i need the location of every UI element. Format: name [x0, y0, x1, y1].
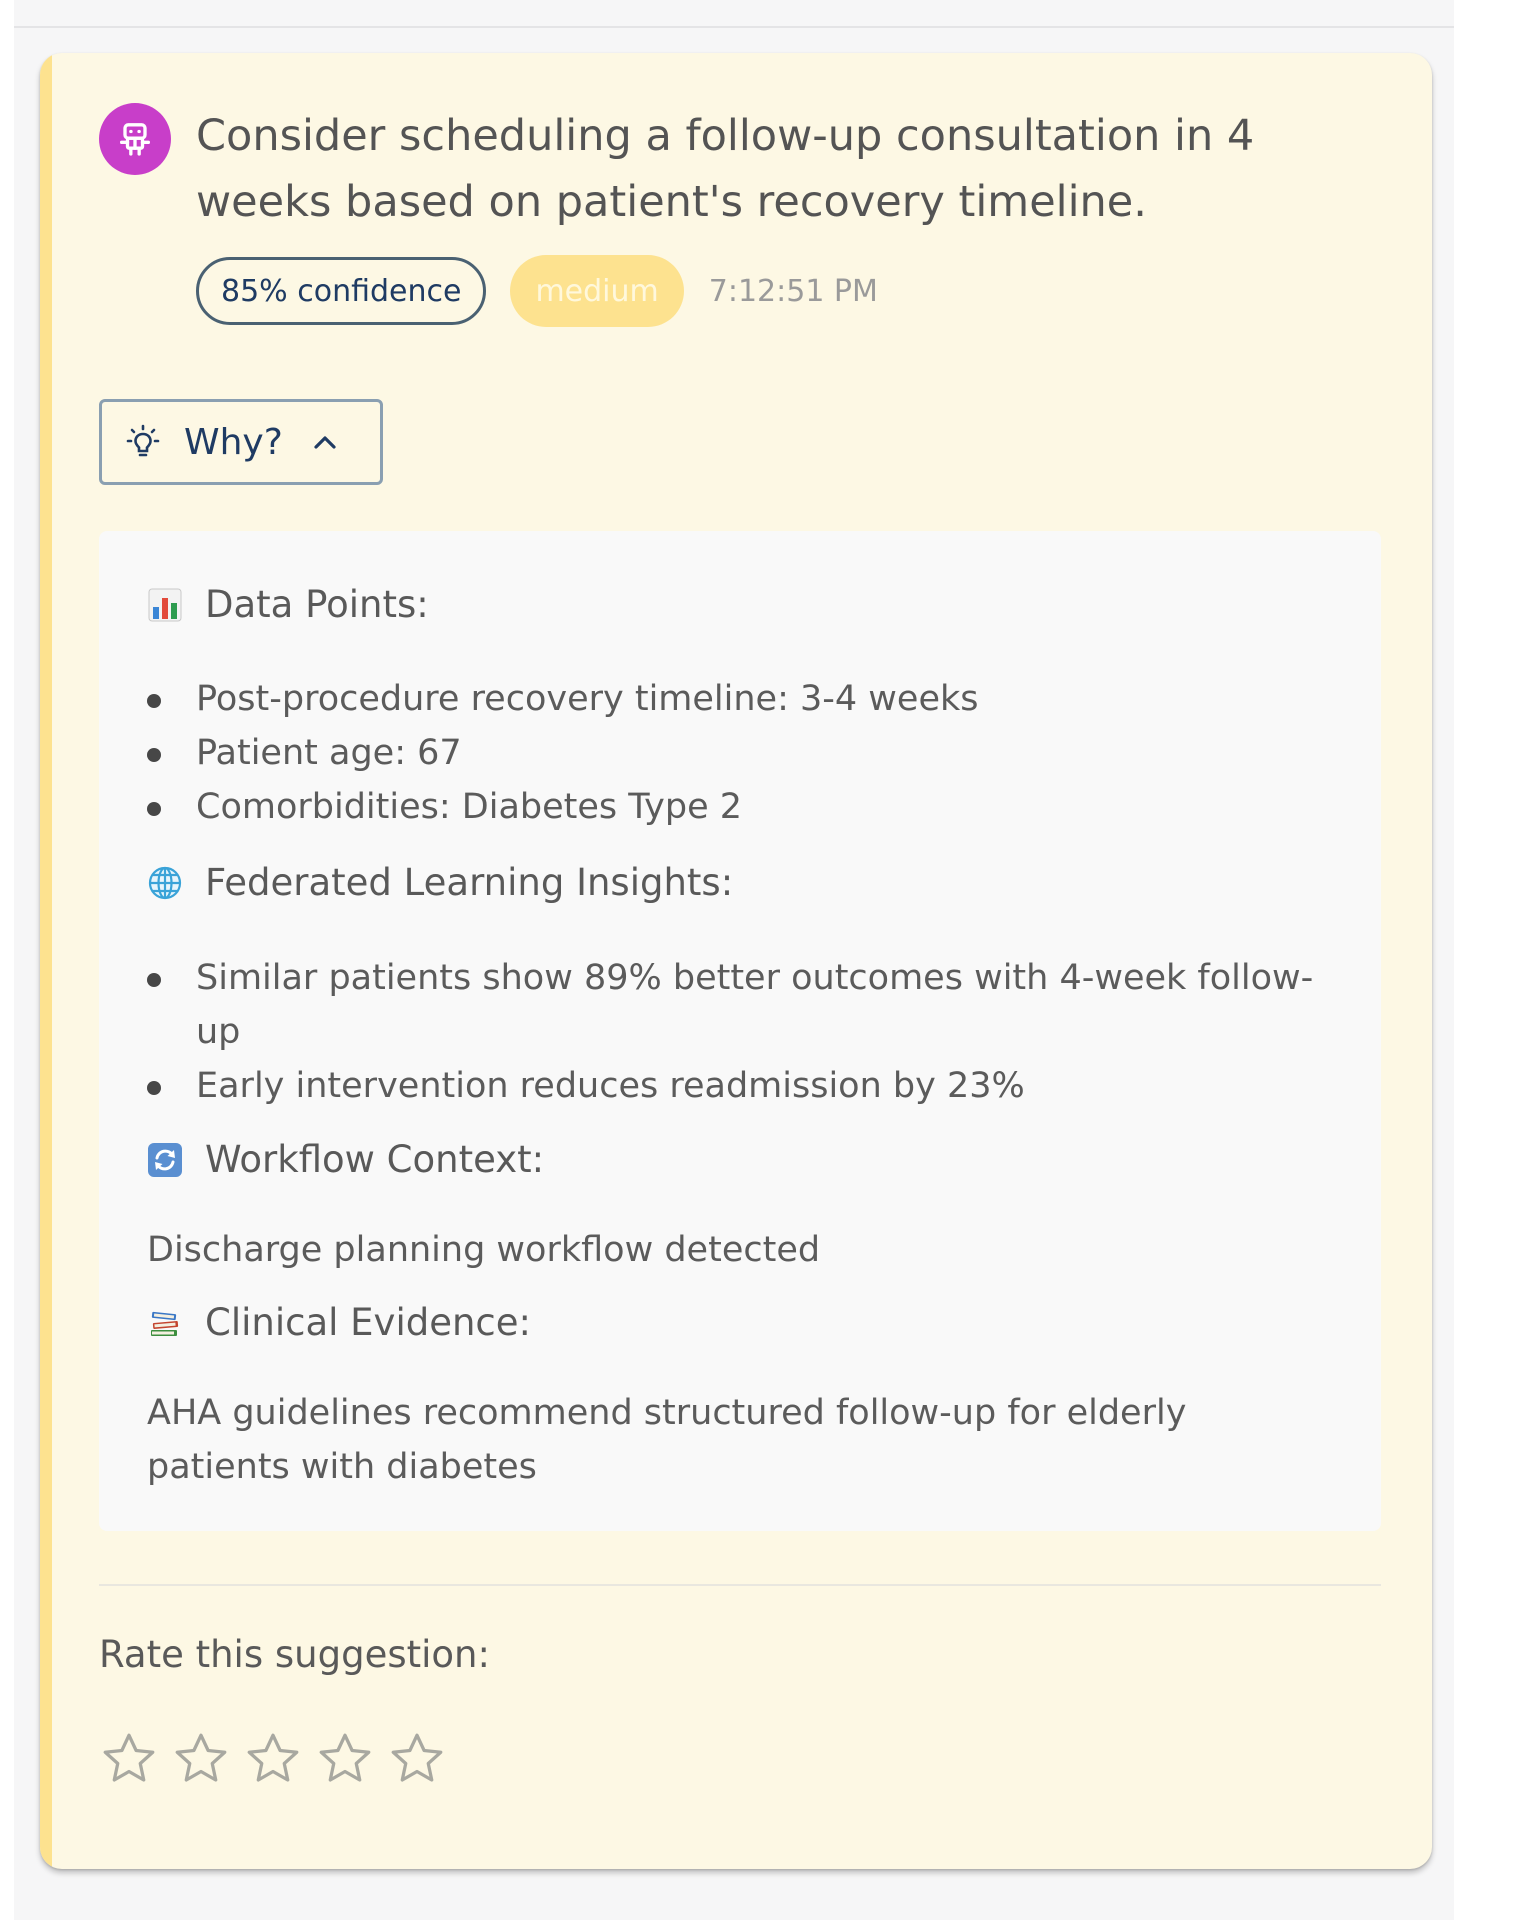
data-points-title: Data Points:	[205, 583, 429, 626]
federated-list	[147, 951, 1327, 1113]
suggestion-text: Consider scheduling a follow-up consultation in 4 weeks based on patient's recovery timeline.	[196, 111, 1255, 227]
star-icon[interactable]	[315, 1729, 375, 1789]
suggestion-card	[40, 53, 1432, 1869]
priority-badge: medium	[510, 255, 683, 327]
refresh-icon	[147, 1142, 183, 1178]
star-icon[interactable]	[99, 1729, 159, 1789]
federated-title: Federated Learning Insights:	[205, 861, 734, 904]
star-rating	[99, 1729, 459, 1789]
workflow-title: Workflow Context:	[205, 1138, 545, 1181]
star-icon[interactable]	[243, 1729, 303, 1789]
data-points-list	[147, 672, 1327, 834]
why-toggle-button[interactable]	[99, 399, 383, 485]
list-item: Post-procedure recovery timeline: 3-4 weeks	[147, 672, 1327, 726]
lightbulb-icon	[126, 422, 160, 462]
priority-accent-bar	[40, 53, 52, 1869]
data-points-heading	[147, 583, 429, 626]
bar-chart-icon	[147, 587, 183, 623]
rating-divider	[99, 1584, 1381, 1586]
robot-icon	[99, 103, 171, 175]
suggestion-timestamp: 7:12:51 PM	[708, 273, 878, 309]
rating-label: Rate this suggestion:	[99, 1633, 490, 1676]
why-button-label: Why?	[184, 421, 283, 463]
evidence-text: AHA guidelines recommend structured follow-up for elderly patients with diabetes	[147, 1393, 1187, 1487]
explanation-panel	[99, 531, 1381, 1531]
top-divider	[14, 26, 1454, 28]
evidence-heading	[147, 1301, 531, 1344]
chevron-up-icon	[309, 426, 341, 458]
federated-heading	[147, 861, 733, 904]
workflow-heading	[147, 1138, 544, 1181]
evidence-title: Clinical Evidence:	[205, 1301, 532, 1344]
books-icon	[147, 1305, 183, 1341]
suggestion-meta	[196, 255, 878, 327]
globe-icon	[147, 865, 183, 901]
star-icon[interactable]	[171, 1729, 231, 1789]
workflow-text: Discharge planning workflow detected	[147, 1230, 821, 1270]
list-item: Patient age: 67	[147, 726, 1327, 780]
list-item: Similar patients show 89% better outcomes with 4-week follow-up	[147, 951, 1327, 1059]
confidence-badge: 85% confidence	[196, 257, 486, 325]
list-item: Comorbidities: Diabetes Type 2	[147, 780, 1327, 834]
star-icon[interactable]	[387, 1729, 447, 1789]
list-item: Early intervention reduces readmission by 23%	[147, 1059, 1327, 1113]
